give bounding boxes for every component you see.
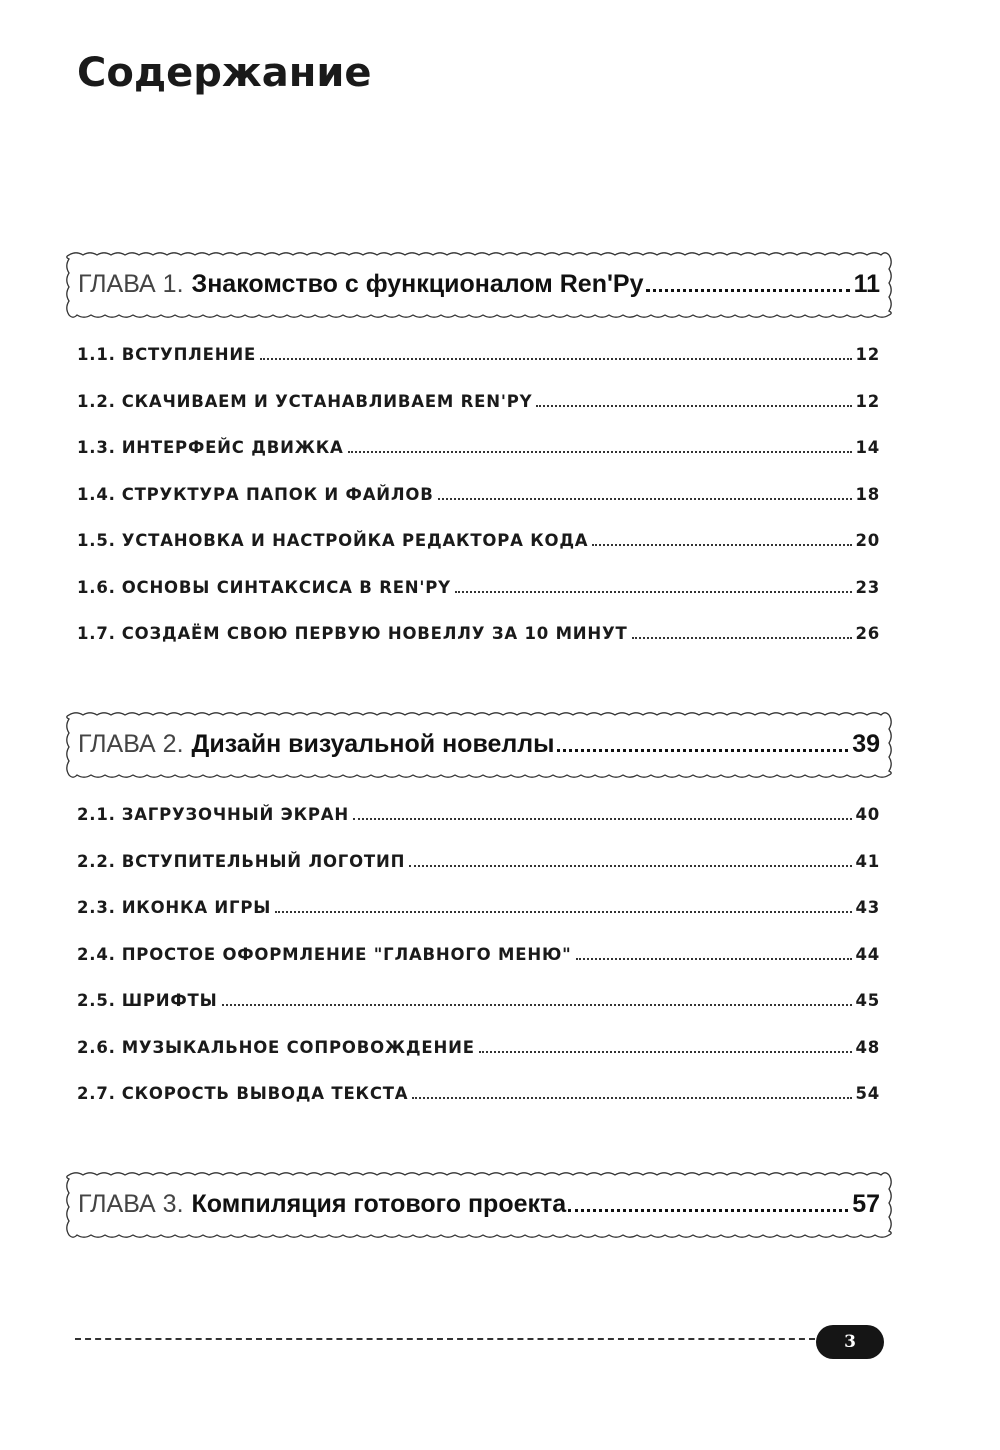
entry-title: ШРИФТЫ xyxy=(121,991,218,1010)
toc-entry[interactable] xyxy=(77,624,880,671)
chapter-page-number: 57 xyxy=(852,1190,880,1218)
entry-title: СОЗДАЁМ СВОЮ ПЕРВУЮ НОВЕЛЛУ ЗА 10 МИНУТ xyxy=(121,624,628,643)
dot-leader xyxy=(438,498,853,500)
chapter-heading-2[interactable] xyxy=(64,710,894,780)
entry-page-number: 41 xyxy=(855,851,880,871)
chapter-title: Знакомство с функционалом Ren'Py xyxy=(191,270,644,298)
entry-page-number: 23 xyxy=(855,577,880,597)
toc-entry[interactable] xyxy=(77,392,880,439)
entry-number: 2.4. xyxy=(77,944,116,964)
toc-entry[interactable] xyxy=(77,578,880,625)
entry-title: СТРУКТУРА ПАПОК И ФАЙЛОВ xyxy=(121,484,434,504)
entry-page-number: 44 xyxy=(855,944,880,964)
entry-number: 1.4. xyxy=(77,484,116,504)
entry-number: 1.1. xyxy=(77,345,116,364)
toc-entries-chapter-2 xyxy=(77,805,880,1131)
chapter-prefix: ГЛАВА 2. xyxy=(78,730,184,758)
entry-title: УСТАНОВКА И НАСТРОЙКА РЕДАКТОРА КОДА xyxy=(121,531,589,550)
entry-title: ВСТУПИТЕЛЬНЫЙ ЛОГОТИП xyxy=(121,851,406,871)
entry-page-number: 12 xyxy=(855,391,880,411)
entry-title: ЗАГРУЗОЧНЫЙ ЭКРАН xyxy=(121,805,349,824)
entry-number: 1.5. xyxy=(77,531,116,550)
entry-page-number: 40 xyxy=(855,805,880,824)
entry-page-number: 45 xyxy=(855,991,880,1010)
dot-leader xyxy=(455,591,853,593)
entry-number: 1.3. xyxy=(77,438,116,457)
chapter-page-number: 39 xyxy=(852,730,880,758)
page-number-badge: 3 xyxy=(816,1325,884,1359)
entry-title: ИКОНКА ИГРЫ xyxy=(121,898,272,917)
toc-entry[interactable] xyxy=(77,531,880,578)
entry-number: 2.7. xyxy=(77,1084,116,1103)
entry-page-number: 26 xyxy=(855,624,880,643)
entry-number: 2.2. xyxy=(77,851,116,871)
chapter-heading-3[interactable] xyxy=(64,1170,894,1240)
toc-entry[interactable] xyxy=(77,805,880,852)
toc-entry[interactable] xyxy=(77,945,880,992)
entry-page-number: 14 xyxy=(855,438,880,457)
dot-leader xyxy=(576,958,853,960)
chapter-prefix: ГЛАВА 1. xyxy=(78,270,184,298)
toc-entry[interactable] xyxy=(77,991,880,1038)
dot-leader xyxy=(557,749,849,752)
entry-number: 1.6. xyxy=(77,577,116,597)
entry-title: СКОРОСТЬ ВЫВОДА ТЕКСТА xyxy=(121,1084,409,1103)
toc-entry[interactable] xyxy=(77,345,880,392)
chapter-title: Компиляция готового проекта xyxy=(191,1190,567,1218)
toc-entry[interactable] xyxy=(77,852,880,899)
dot-leader xyxy=(412,1097,852,1099)
entry-number: 1.2. xyxy=(77,391,116,411)
entry-number: 2.3. xyxy=(77,898,116,917)
entry-number: 1.7. xyxy=(77,624,116,643)
dot-leader xyxy=(260,358,852,360)
entry-page-number: 18 xyxy=(855,484,880,504)
dot-leader xyxy=(409,865,852,867)
entry-title: СКАЧИВАЕМ И УСТАНАВЛИВАЕМ REN'PY xyxy=(121,391,533,411)
entry-number: 2.1. xyxy=(77,805,116,824)
entry-page-number: 48 xyxy=(855,1037,880,1057)
entry-title: МУЗЫКАЛЬНОЕ СОПРОВОЖДЕНИЕ xyxy=(121,1037,475,1057)
dot-leader xyxy=(568,1209,848,1212)
dot-leader xyxy=(348,451,853,453)
entry-page-number: 20 xyxy=(855,531,880,550)
dot-leader xyxy=(592,544,852,546)
dot-leader xyxy=(353,818,853,820)
chapter-title: Дизайн визуальной новеллы xyxy=(191,730,555,758)
entry-title: ИНТЕРФЕЙС ДВИЖКА xyxy=(121,438,344,457)
toc-entry[interactable] xyxy=(77,1038,880,1085)
dot-leader xyxy=(536,405,852,407)
toc-entry[interactable] xyxy=(77,898,880,945)
dot-leader xyxy=(632,637,853,639)
toc-entries-chapter-1 xyxy=(77,345,880,671)
entry-title: ВСТУПЛЕНИЕ xyxy=(121,345,257,364)
dot-leader xyxy=(646,289,850,292)
chapter-heading-1[interactable] xyxy=(64,250,894,320)
toc-entry[interactable] xyxy=(77,1084,880,1131)
dot-leader xyxy=(479,1051,853,1053)
entry-title: ПРОСТОЕ ОФОРМЛЕНИЕ "ГЛАВНОГО МЕНЮ" xyxy=(121,944,572,964)
chapter-page-number: 11 xyxy=(853,270,880,298)
footer-dashed-line xyxy=(75,1338,815,1340)
dot-leader xyxy=(275,911,852,913)
chapter-prefix: ГЛАВА 3. xyxy=(78,1190,184,1218)
entry-number: 2.5. xyxy=(77,991,116,1010)
entry-number: 2.6. xyxy=(77,1037,116,1057)
entry-page-number: 12 xyxy=(855,345,880,364)
entry-page-number: 54 xyxy=(855,1084,880,1103)
dot-leader xyxy=(222,1004,853,1006)
entry-title: ОСНОВЫ СИНТАКСИСА В REN'PY xyxy=(121,577,451,597)
entry-page-number: 43 xyxy=(855,898,880,917)
toc-entry[interactable] xyxy=(77,485,880,532)
toc-entry[interactable] xyxy=(77,438,880,485)
page-title: Содержание xyxy=(77,50,372,96)
